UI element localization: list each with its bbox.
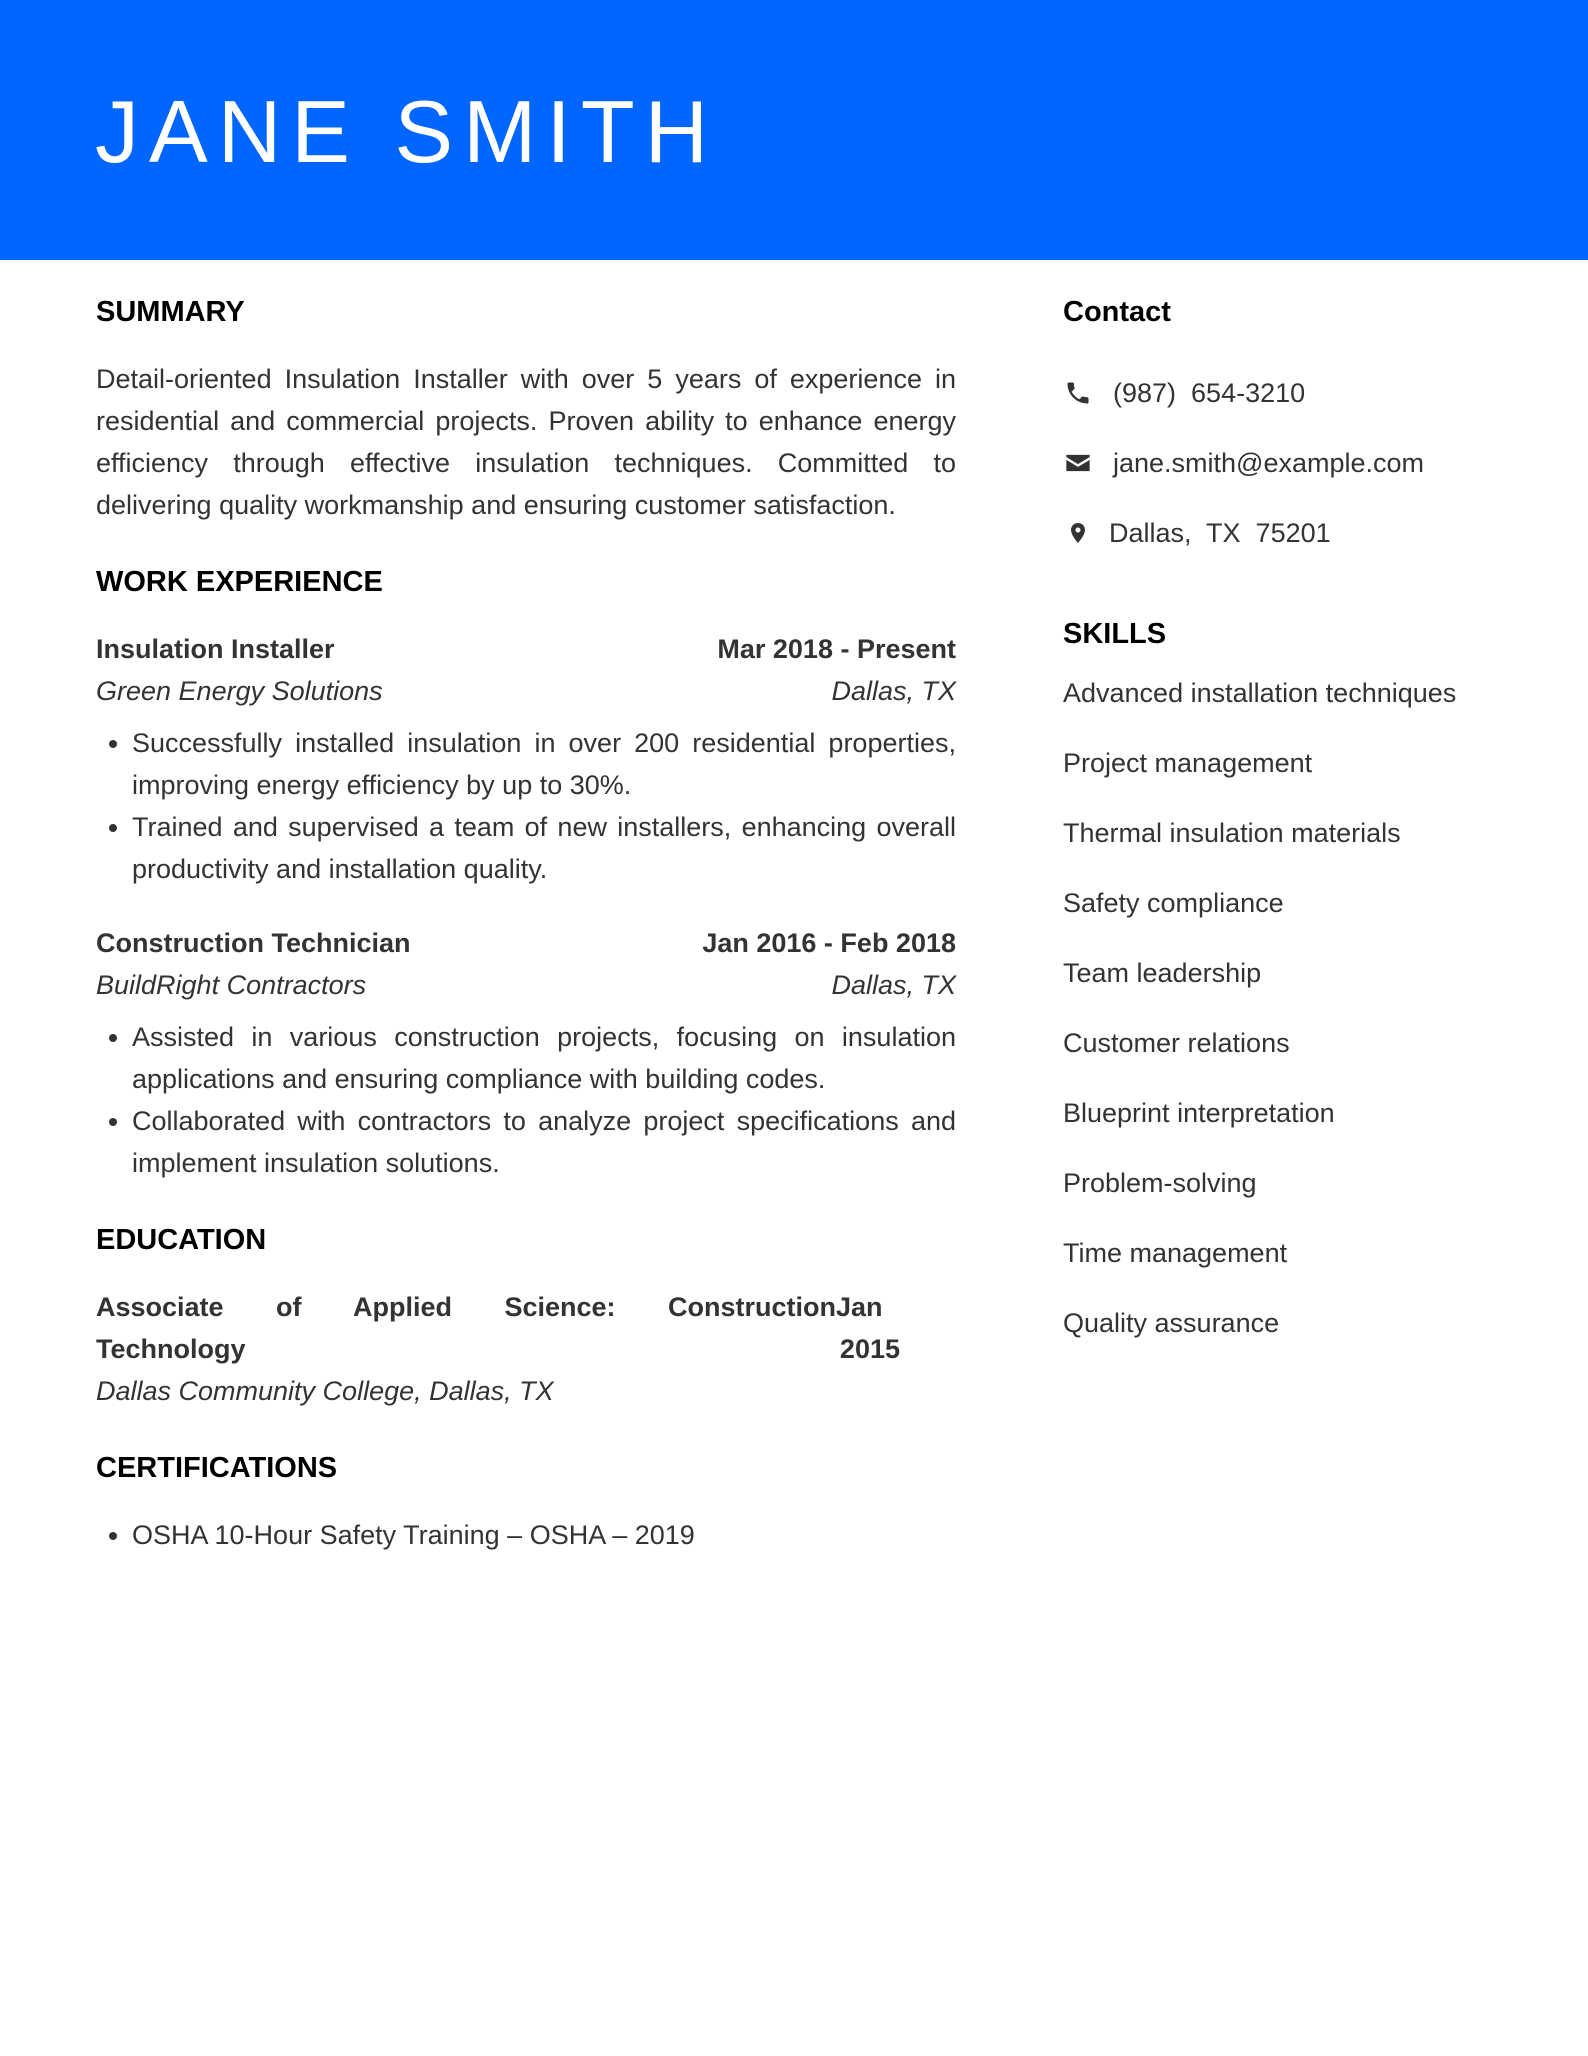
job-bullets — [96, 1016, 956, 1184]
contact-location — [1063, 512, 1523, 554]
skill-item: Problem-solving — [1063, 1168, 1257, 1198]
certifications-heading: CERTIFICATIONS — [96, 1452, 338, 1484]
job-bullet: • Collaborated with contractors to analyze project specifications and implement insulation solutions. — [132, 1100, 956, 1184]
job-entry — [96, 628, 956, 890]
job-company: BuildRight Contractors — [96, 970, 367, 1000]
job-bullets — [96, 722, 956, 890]
skills-list — [1063, 672, 1523, 1344]
contact-phone-text: (987) 654-3210 — [1113, 378, 1306, 408]
contact-email — [1063, 442, 1523, 484]
skill-item: Customer relations — [1063, 1028, 1290, 1058]
education-heading: EDUCATION — [96, 1224, 267, 1256]
summary-text: Detail-oriented Insulation Installer with over 5 years of experience in residential and commercial projects. Proven ability to enhance energy efficiency through effective insulation techniques. Committed to delivering quality workmanship and ensuring customer satisfaction. — [96, 364, 956, 520]
degree-line-2: Technology — [96, 1334, 246, 1364]
job-dates: Jan 2016 - Feb 2018 — [702, 928, 956, 958]
job-bullet: • Assisted in various construction projects, focusing on insulation applications and ensuring compliance with building codes. — [132, 1016, 956, 1100]
skill-item: Advanced installation techniques — [1063, 678, 1457, 708]
contact-phone — [1063, 372, 1523, 414]
skill-item: Project management — [1063, 748, 1313, 778]
phone-icon — [1063, 378, 1093, 408]
summary-heading: SUMMARY — [96, 296, 245, 328]
contact-email-text: jane.smith@example.com — [1113, 448, 1425, 478]
certification-item: • OSHA 10-Hour Safety Training – OSHA – 2019 — [132, 1514, 956, 1556]
degree-line-1: Associate of Applied Science: Construction — [96, 1292, 836, 1322]
job-dates: Mar 2018 - Present — [717, 634, 956, 664]
job-location: Dallas, TX — [831, 676, 956, 706]
education-entry — [96, 1286, 900, 1370]
education-date-year: 2015 — [839, 1334, 900, 1364]
education-degree — [96, 1286, 836, 1370]
skills-heading: SKILLS — [1063, 618, 1167, 650]
job-role: Construction Technician — [96, 928, 411, 958]
skill-item: Team leadership — [1063, 958, 1262, 988]
map-pin-icon — [1063, 518, 1093, 548]
skill-item: Quality assurance — [1063, 1308, 1280, 1338]
job-entry — [96, 922, 956, 1184]
main-column — [96, 292, 956, 1556]
education-date-month: Jan — [836, 1292, 883, 1322]
skill-item: Blueprint interpretation — [1063, 1098, 1335, 1128]
job-bullet: • Successfully installed insulation in over 200 residential properties, improving energy efficiency by up to 30%. — [132, 722, 956, 806]
work-experience-heading: WORK EXPERIENCE — [96, 566, 383, 598]
sidebar-column — [1063, 292, 1523, 1372]
education-date — [836, 1286, 900, 1370]
contact-heading: Contact — [1063, 296, 1171, 328]
header-banner — [0, 0, 1588, 260]
job-company: Green Energy Solutions — [96, 676, 383, 706]
certifications-list — [96, 1514, 956, 1556]
contact-location-text: Dallas, TX 75201 — [1109, 518, 1331, 548]
job-role: Insulation Installer — [96, 634, 335, 664]
education-school: Dallas Community College, Dallas, TX — [96, 1376, 554, 1406]
skill-item: Safety compliance — [1063, 888, 1284, 918]
skill-item: Time management — [1063, 1238, 1288, 1268]
skill-item: Thermal insulation materials — [1063, 818, 1401, 848]
job-location: Dallas, TX — [831, 970, 956, 1000]
candidate-name: JANE SMITH — [95, 82, 719, 181]
envelope-icon — [1063, 448, 1093, 478]
job-bullet: • Trained and supervised a team of new installers, enhancing overall productivity and installation quality. — [132, 806, 956, 890]
